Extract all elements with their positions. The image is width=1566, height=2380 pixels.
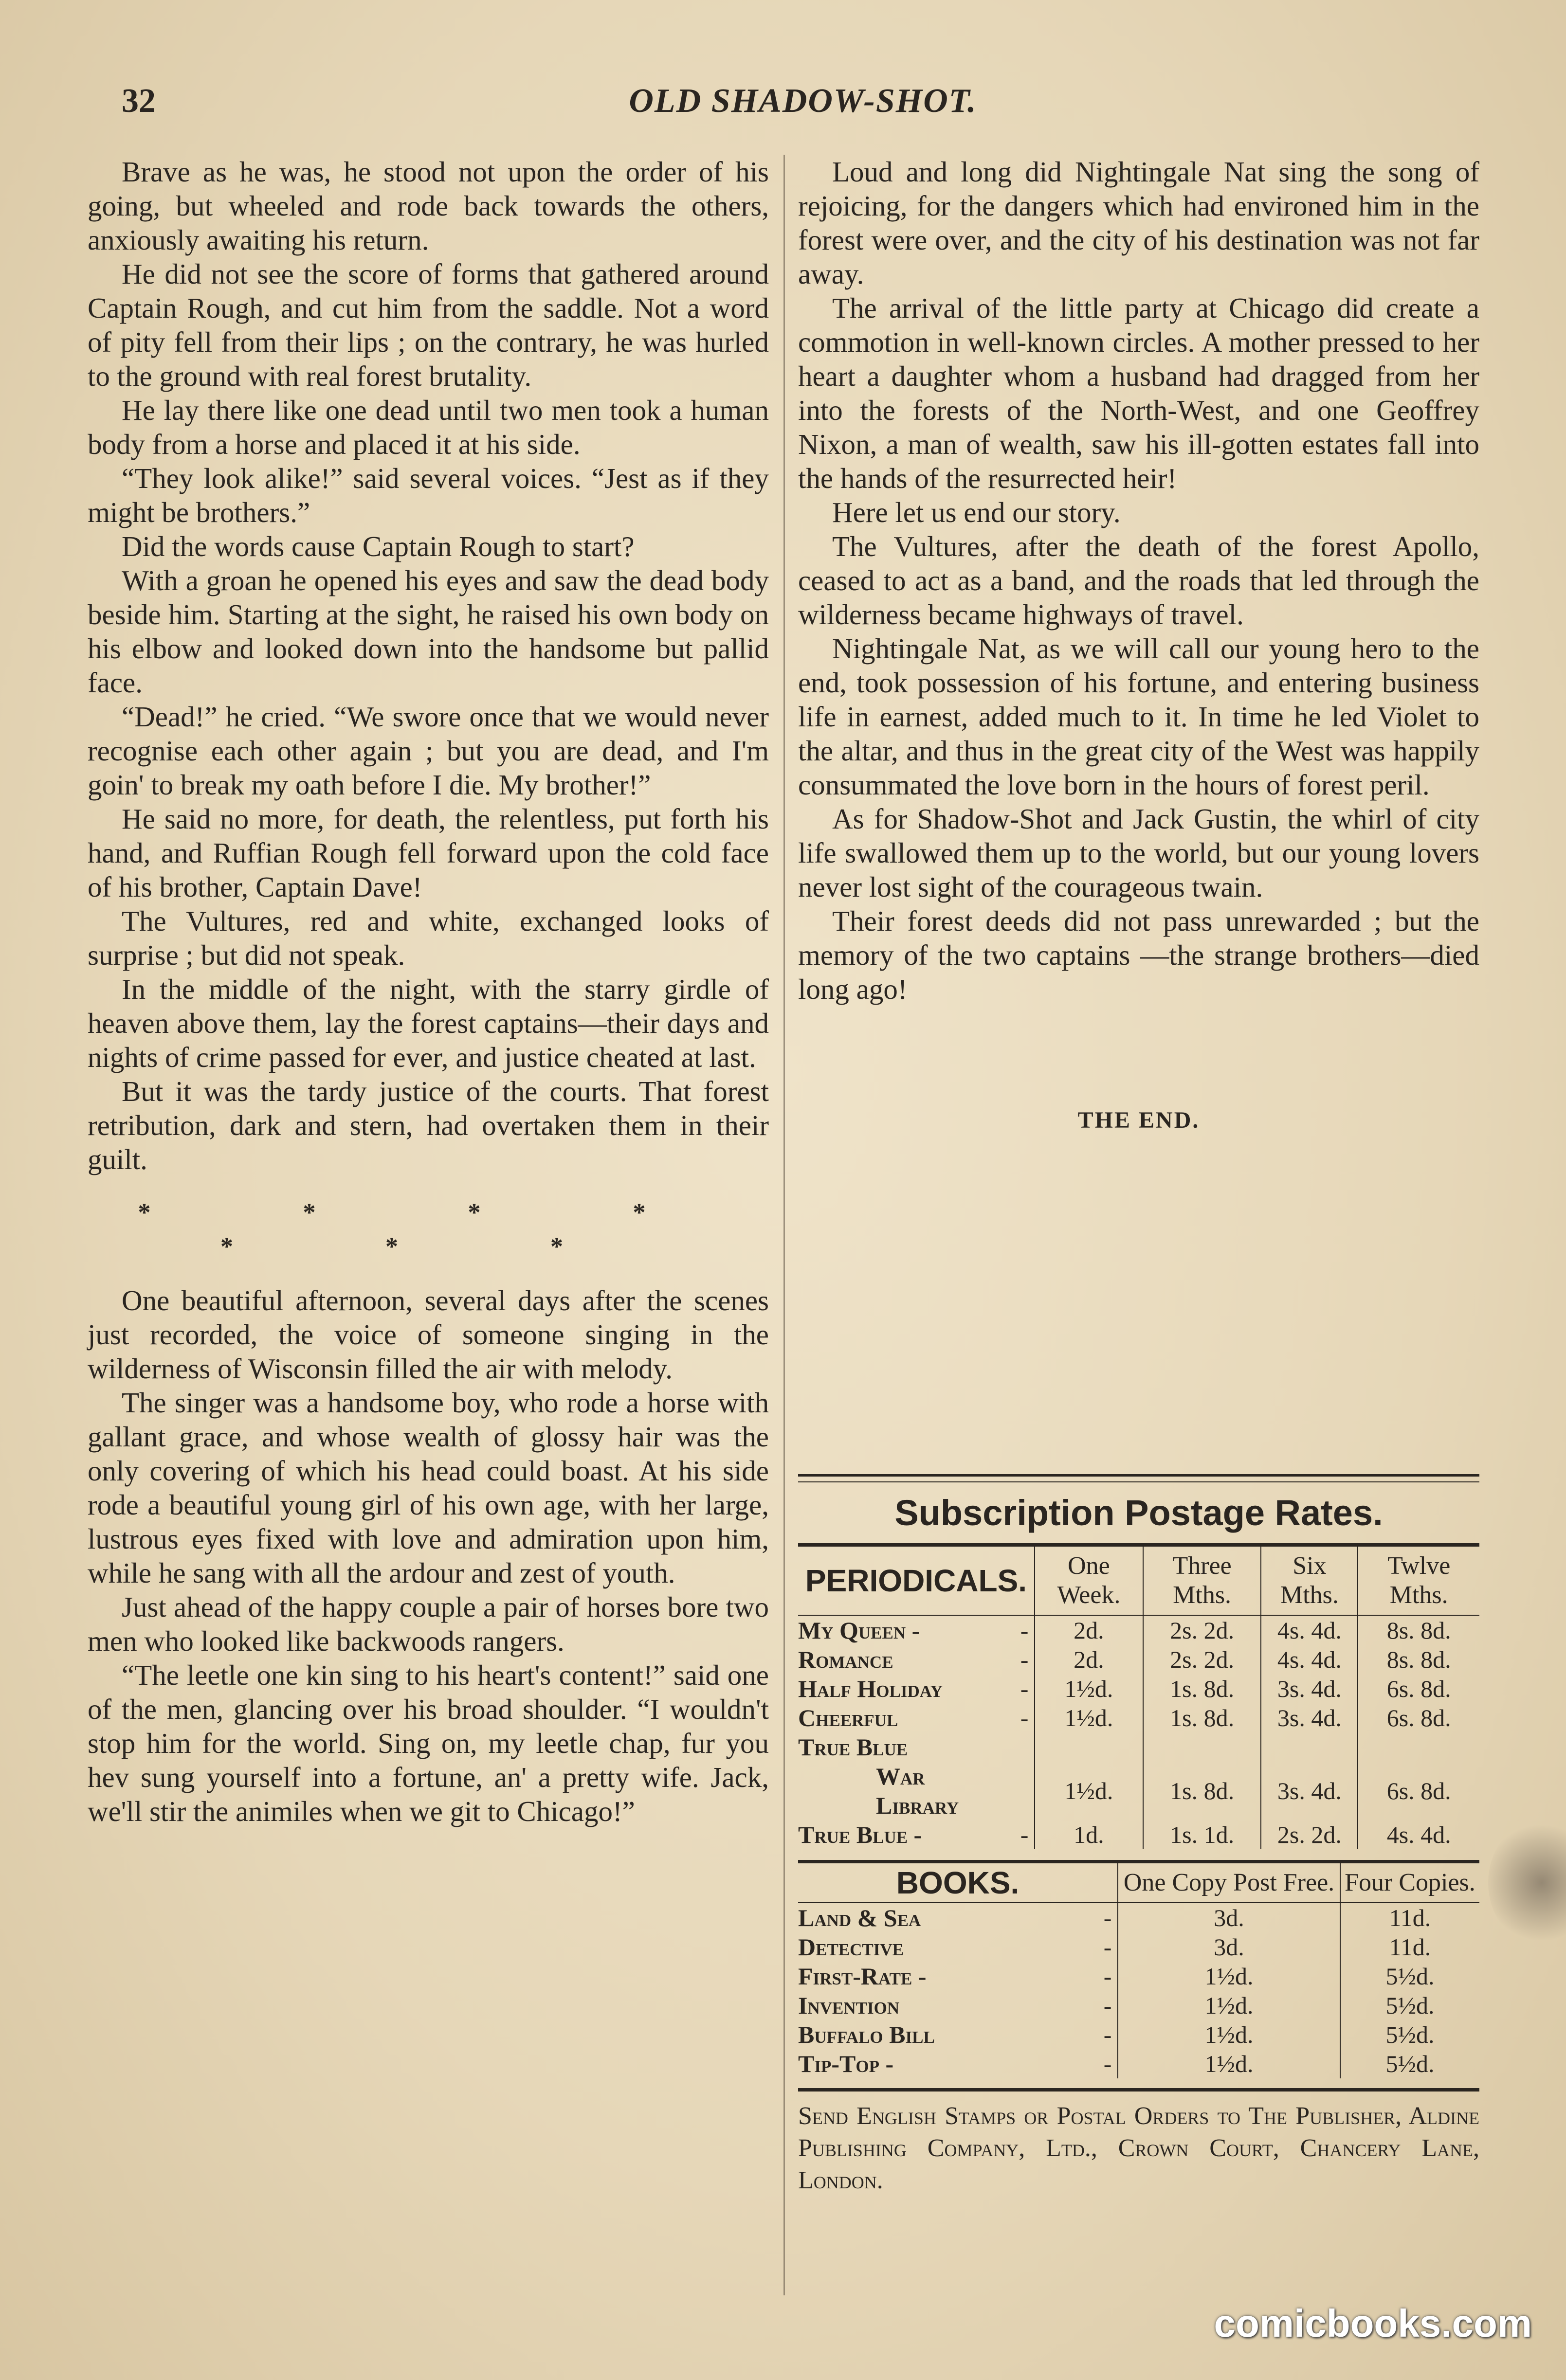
publisher-address: Send English Stamps or Postal Orders to The Publisher, Aldine Publishing Company, Ltd., Crown Court, Chancery Lane, London. — [798, 2102, 1479, 2194]
book-name: Land & Sea — [798, 1904, 921, 1931]
rule — [798, 2088, 1479, 2092]
rate-cell: 4s. 4d. — [1261, 1645, 1358, 1674]
subscription-rates-box — [798, 1474, 1479, 2197]
periodical-name: War Library — [876, 1763, 959, 1819]
column-header: Twlve Mths. — [1358, 1547, 1479, 1615]
rate-cell: 3s. 4d. — [1261, 1703, 1358, 1732]
table-row — [798, 1615, 1479, 1645]
books-heading: BOOKS. — [798, 1863, 1118, 1903]
rate-cell: 8s. 8d. — [1358, 1645, 1479, 1674]
periodical-name: Half Holiday — [798, 1675, 943, 1702]
column-header: One Week. — [1035, 1547, 1143, 1615]
dash: - — [1103, 1933, 1112, 1961]
rate-cell: 2s. 2d. — [1261, 1820, 1358, 1849]
rate-cell — [1358, 1732, 1479, 1762]
paragraph: One beautiful afternoon, several days after the scenes just recorded, the voice of someone singing in the wilderness of Wisconsin filled the air with melody. — [88, 1284, 769, 1385]
rate-cell: 1½d. — [1118, 2020, 1340, 2049]
paragraph: Here let us end our story. — [832, 496, 1121, 528]
table-row — [798, 1903, 1479, 1932]
dash: - — [1020, 1617, 1029, 1644]
table-row — [798, 1991, 1479, 2020]
periodicals-table — [798, 1547, 1479, 1849]
books-table — [798, 1863, 1479, 2078]
rate-cell: 1s. 8d. — [1143, 1703, 1261, 1732]
rate-cell: 2s. 2d. — [1143, 1615, 1261, 1645]
rate-cell: 6s. 8d. — [1358, 1674, 1479, 1703]
table-row — [798, 1703, 1479, 1732]
paragraph: Just ahead of the happy couple a pair of horses bore two men who looked like backwoods rangers. — [88, 1591, 769, 1657]
periodical-name: Romance — [798, 1646, 893, 1673]
rate-cell: 1½d. — [1035, 1703, 1143, 1732]
rate-cell: 5½d. — [1340, 2020, 1479, 2049]
rate-cell: 1½d. — [1118, 1991, 1340, 2020]
paragraph: The arrival of the little party at Chicago did create a commotion in well-known circles. A mother pressed to her heart a daughter whom a husband had dragged from her into the forests of the North-West, and one Geoffrey Nixon, a man of wealth, saw his ill-gotten estates fall into the hands of the resurrected heir! — [798, 292, 1479, 494]
column-header: Three Mths. — [1143, 1547, 1261, 1615]
table-row — [798, 1762, 1479, 1820]
paragraph: He did not see the score of forms that gathered around Captain Rough, and cut him from the saddle. Not a word of pity fell from their lips ; on the contrary, he was hurled to the ground with real forest brutality. — [88, 258, 769, 392]
rate-cell: 5½d. — [1340, 1991, 1479, 2020]
table-row — [798, 2049, 1479, 2078]
paragraph: As for Shadow-Shot and Jack Gustin, the whirl of city life swallowed them up to the world, but our young lovers never lost sight of the courageous twain. — [798, 803, 1479, 903]
rate-cell: 1½d. — [1035, 1674, 1143, 1703]
table-row — [798, 2020, 1479, 2049]
paragraph: The singer was a handsome boy, who rode a horse with gallant grace, and whose wealth of glossy hair was the only covering of which his head could boast. At his side rode a beautiful young girl of his own age, with her large, lustrous eyes fixed with love and admiration upon him, while he sang with all the ardour and zest of youth. — [88, 1387, 769, 1589]
periodicals-heading: PERIODICALS. — [798, 1547, 1035, 1615]
table-row — [798, 1820, 1479, 1849]
paragraph: “The leetle one kin sing to his heart's content!” said one of the men, glancing over his broad shoulder. “I wouldn't stop him for the world. Sing on, my leetle chap, fur you hev sung yourself into a fortune, an' a pretty wife. Jack, we'll stir the animiles when we git to Chicago!” — [88, 1659, 769, 1827]
dash: - — [1103, 1992, 1112, 2019]
rate-cell: 1s. 8d. — [1143, 1674, 1261, 1703]
table-row — [798, 1732, 1479, 1762]
rate-cell: 2s. 2d. — [1143, 1645, 1261, 1674]
page-number: 32 — [122, 82, 156, 120]
rate-cell: 3d. — [1118, 1932, 1340, 1962]
dash: - — [1103, 2050, 1112, 2077]
rate-cell: 1d. — [1035, 1820, 1143, 1849]
paragraph: Nightingale Nat, as we will call our young hero to the end, took possession of his fortune, and entering business life in earnest, added much to it. In time he led Violet to the altar, and thus in the great city of the West was happily consummated the love born in the hours of forest peril. — [798, 632, 1479, 801]
table-row — [798, 1674, 1479, 1703]
book-name: Buffalo Bill — [798, 2021, 935, 2048]
dash: - — [1103, 2021, 1112, 2048]
rate-cell — [1261, 1732, 1358, 1762]
periodical-name: True Blue — [798, 1733, 908, 1761]
rate-cell — [1035, 1732, 1143, 1762]
paragraph: Did the words cause Captain Rough to start? — [122, 530, 635, 562]
table-row — [798, 1645, 1479, 1674]
paragraph: The Vultures, red and white, exchanged looks of surprise ; but did not speak. — [88, 905, 769, 971]
the-end: THE END. — [1077, 1107, 1200, 1133]
book-name: Tip-Top - — [798, 2050, 894, 2077]
rate-cell: 6s. 8d. — [1358, 1703, 1479, 1732]
right-column — [798, 155, 1479, 1137]
dash: - — [1020, 1675, 1029, 1702]
left-column — [88, 155, 769, 1828]
watermark: comicbooks.com — [1214, 2302, 1532, 2345]
rate-cell: 1½d. — [1118, 2049, 1340, 2078]
paragraph: In the middle of the night, with the starry girdle of heaven above them, lay the forest captains—their days and nights of crime passed for ever, and justice cheated at last. — [88, 973, 769, 1073]
rate-cell: 5½d. — [1340, 1962, 1479, 1991]
page-header — [122, 82, 1484, 130]
dash: - — [1103, 1904, 1112, 1931]
book-name: Invention — [798, 1992, 900, 2019]
paragraph: “Dead!” he cried. “We swore once that we would never recognise each other again ; but you are dead, and I'm goin' to break my oath before I die. My brother!” — [88, 701, 769, 801]
paragraph: Loud and long did Nightingale Nat sing the song of rejoicing, for the dangers which had environed him in the forest were over, and the city of his destination was not far away. — [798, 156, 1479, 290]
column-divider — [783, 155, 785, 2295]
rate-cell: 1s. 1d. — [1143, 1820, 1261, 1849]
rate-cell: 2d. — [1035, 1615, 1143, 1645]
rate-cell: 8s. 8d. — [1358, 1615, 1479, 1645]
dash: - — [1020, 1646, 1029, 1673]
paragraph: He said no more, for death, the relentless, put forth his hand, and Ruffian Rough fell forward upon the cold face of his brother, Captain Dave! — [88, 803, 769, 903]
top-rule — [798, 1474, 1479, 1482]
periodical-name: My Queen - — [798, 1617, 920, 1644]
paragraph: “They look alike!” said several voices. “Jest as if they might be brothers.” — [88, 462, 769, 528]
running-title: OLD SHADOW-SHOT. — [629, 82, 977, 120]
dash: - — [1103, 1963, 1112, 1990]
dash — [1015, 1732, 1035, 1762]
rate-cell: 4s. 4d. — [1261, 1615, 1358, 1645]
table-row — [798, 1932, 1479, 1962]
rate-cell: 1½d. — [1118, 1962, 1340, 1991]
dash: - — [1020, 1821, 1029, 1848]
rule — [798, 1543, 1479, 1547]
column-header: Four Copies. — [1340, 1863, 1479, 1903]
paragraph: He lay there like one dead until two men took a human body from a horse and placed it at his side. — [88, 394, 769, 460]
paragraph: With a groan he opened his eyes and saw the dead body beside him. Starting at the sight, he raised his own body on his elbow and looked down into the handsome but pallid face. — [88, 564, 769, 699]
rate-cell: 6s. 8d. — [1358, 1762, 1479, 1820]
rates-title: Subscription Postage Rates. — [894, 1493, 1383, 1533]
rate-cell: 1s. 8d. — [1143, 1762, 1261, 1820]
book-name: Detective — [798, 1933, 904, 1961]
periodical-name: Cheerful — [798, 1704, 898, 1731]
periodical-name: True Blue - — [798, 1821, 922, 1848]
rate-cell: 3d. — [1118, 1903, 1340, 1932]
rate-cell: 11d. — [1340, 1903, 1479, 1932]
rate-cell: 2d. — [1035, 1645, 1143, 1674]
paragraph: Their forest deeds did not pass unrewarded ; but the memory of the two captains —the strange brothers—died long ago! — [798, 905, 1479, 1005]
rule — [798, 1860, 1479, 1863]
book-name: First-Rate - — [798, 1963, 927, 1990]
rate-cell: 11d. — [1340, 1932, 1479, 1962]
rate-cell: 3s. 4d. — [1261, 1674, 1358, 1703]
rate-cell: 5½d. — [1340, 2049, 1479, 2078]
dash: - — [1020, 1704, 1029, 1731]
section-break: * * * * * * * — [138, 1199, 719, 1261]
rate-cell: 3s. 4d. — [1261, 1762, 1358, 1820]
rate-cell — [1143, 1732, 1261, 1762]
table-row — [798, 1962, 1479, 1991]
paragraph: The Vultures, after the death of the forest Apollo, ceased to act as a band, and the roads that led through the wilderness became highways of travel. — [798, 530, 1479, 631]
paragraph: But it was the tardy justice of the courts. That forest retribution, dark and stern, had overtaken them in their guilt. — [88, 1075, 769, 1175]
paragraph: Brave as he was, he stood not upon the order of his going, but wheeled and rode back towards the others, anxiously awaiting his return. — [88, 156, 769, 256]
rate-cell: 1½d. — [1035, 1762, 1143, 1820]
dash — [1015, 1762, 1035, 1820]
rate-cell: 4s. 4d. — [1358, 1820, 1479, 1849]
column-header: Six Mths. — [1261, 1547, 1358, 1615]
column-header: One Copy Post Free. — [1118, 1863, 1340, 1903]
